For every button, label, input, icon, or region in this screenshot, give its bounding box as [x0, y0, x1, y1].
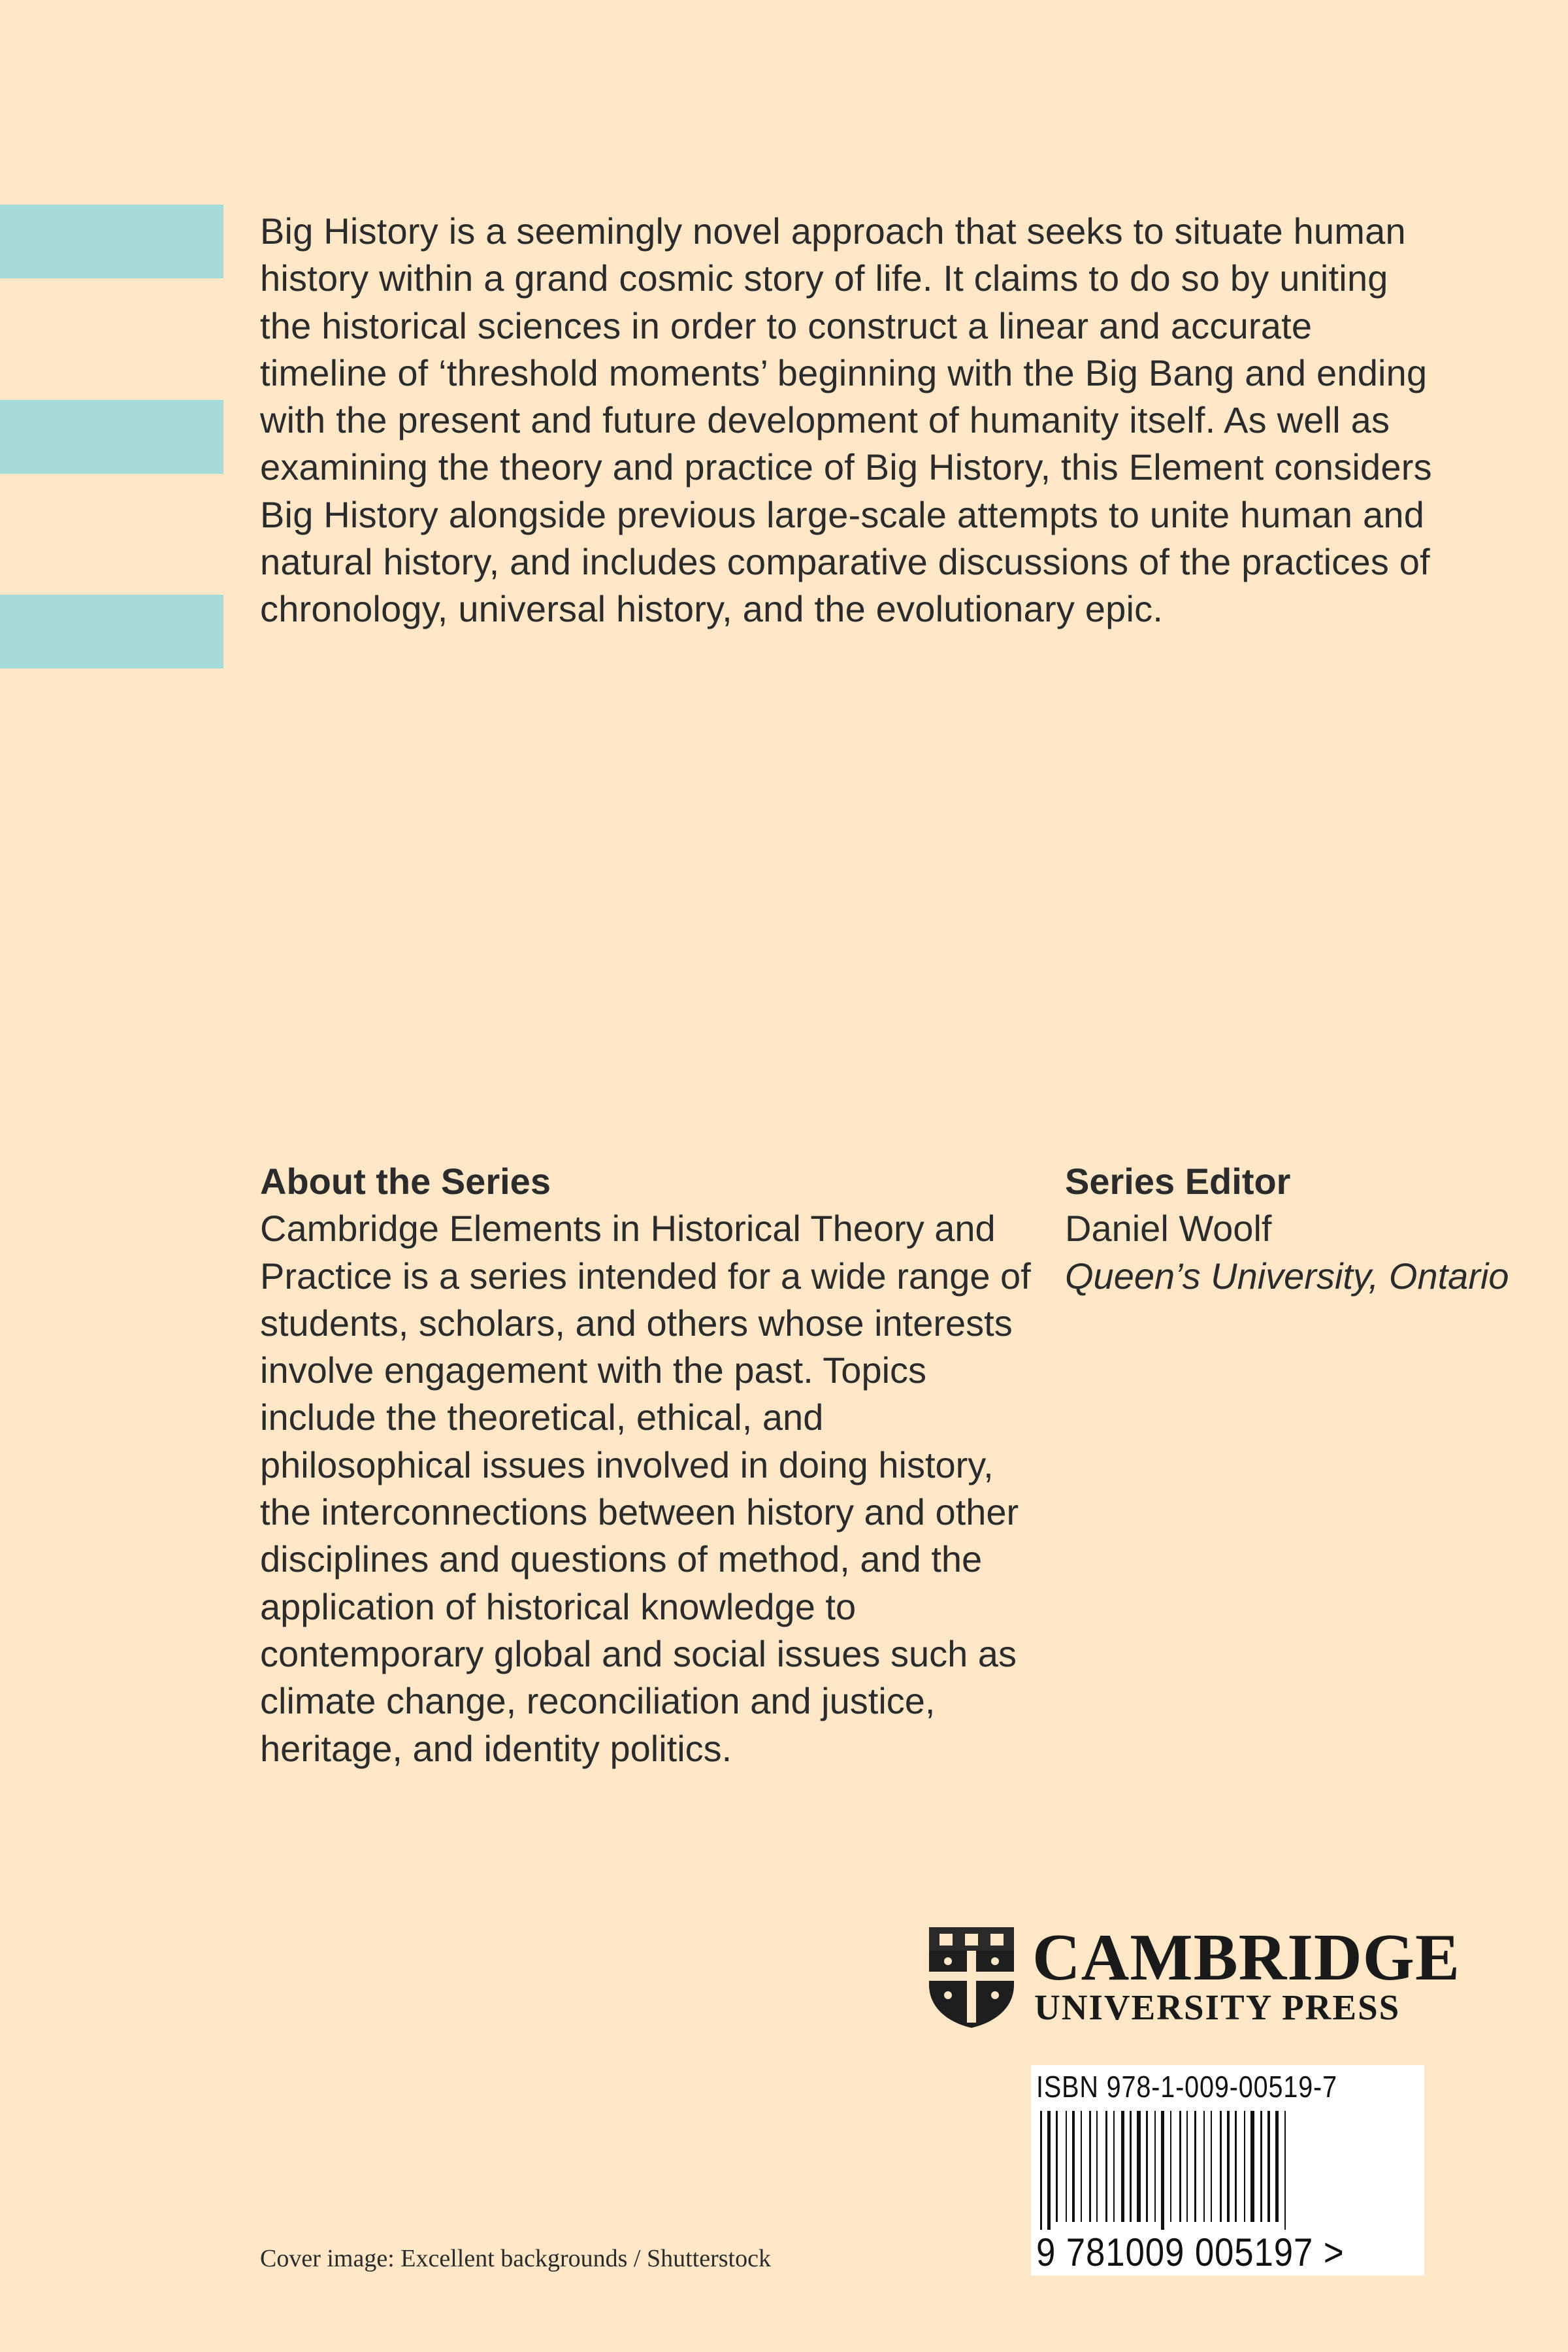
barcode-bars: [1037, 2111, 1416, 2230]
isbn-barcode: [1031, 2065, 1424, 2276]
accent-band-top: [0, 205, 223, 278]
publisher-subtitle: UNIVERSITY PRESS: [1034, 1987, 1401, 2027]
series-editor-name: Daniel Woolf: [1065, 1208, 1272, 1250]
accent-band-bottom: [0, 595, 223, 669]
book-description: Big History is a seemingly novel approach that seeks to situate human history within a grand cosmic story of life. It claims to do so by uniting the historical sciences in order to construct a linear and accurate timeline of ‘threshold moments’ beginning with the Big Bang and ending with the present and future development of humanity itself. As well as examining the theory and practice of Big History, this Element considers Big History alongside previous large-scale attempts to unite human and natural history, and includes comparative discussions of the practices of chronology, universal history, and the evolutionary epic.: [260, 210, 1432, 630]
series-editor-affiliation: Queen’s University, Ontario: [1065, 1255, 1509, 1297]
cambridge-shield-icon: [926, 1925, 1017, 2029]
about-series-text: Cambridge Elements in Historical Theory and Practice is a series intended for a wide range of students, scholars, and others whose interests involve engagement with the past. Topics include the theoretical, ethical, and philosophical issues involved in doing history, the interconnections between history and other disciplines and questions of method, and the application of historical knowledge to contemporary global and social issues such as climate change, reconciliation and justice, heritage, and identity politics.: [260, 1208, 1031, 1769]
isbn-label: ISBN 978-1-009-00519-7: [1036, 2070, 1337, 2104]
series-editor-heading: Series Editor: [1065, 1161, 1291, 1202]
about-series-section: [260, 1158, 1031, 1772]
publisher-name: CAMBRIDGE: [1032, 1921, 1461, 1995]
accent-band-middle: [0, 400, 223, 474]
cover-image-credit: Cover image: Excellent backgrounds / Shutterstock: [260, 2245, 771, 2272]
series-editor-section: [1065, 1158, 1522, 1300]
about-series-heading: About the Series: [260, 1161, 551, 1202]
publisher-logo: [926, 1921, 1461, 2029]
barcode-digits: 9 781009 005197 >: [1036, 2230, 1345, 2274]
